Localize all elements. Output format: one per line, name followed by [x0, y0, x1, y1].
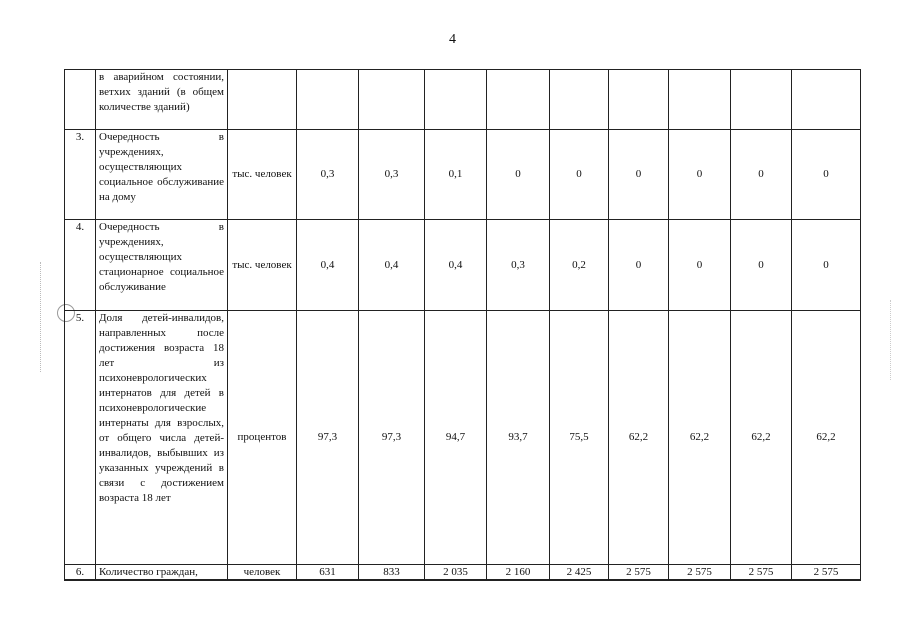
indicator-name: Количество граждан,: [96, 565, 228, 581]
value-cell: 0,4: [297, 220, 359, 311]
value-cell: 0,1: [425, 130, 487, 220]
value-cell: 631: [297, 565, 359, 581]
value-cell: 2 160: [487, 565, 550, 581]
value-cell: 2 035: [425, 565, 487, 581]
value-cell: [669, 70, 731, 130]
value-cell: 62,2: [669, 311, 731, 565]
unit-cell: тыс. человек: [228, 130, 297, 220]
value-cell: 0: [731, 130, 792, 220]
table-row: [65, 220, 861, 311]
unit-cell: [228, 70, 297, 130]
value-cell: [731, 70, 792, 130]
value-cell: 0: [792, 130, 861, 220]
indicators-table: [64, 69, 861, 581]
row-number: 5.: [65, 311, 96, 565]
value-cell: 0: [550, 130, 609, 220]
table-row: [65, 311, 861, 565]
value-cell: 93,7: [487, 311, 550, 565]
value-cell: 0: [609, 220, 669, 311]
table-row: [65, 70, 861, 130]
indicator-name: в аварийном состоянии, ветхих зданий (в общем количестве зданий): [96, 70, 228, 130]
value-cell: 2 575: [609, 565, 669, 581]
value-cell: 97,3: [359, 311, 425, 565]
value-cell: 0: [669, 130, 731, 220]
value-cell: 62,2: [731, 311, 792, 565]
value-cell: 0: [669, 220, 731, 311]
value-cell: 62,2: [792, 311, 861, 565]
indicator-name: Очередность в учреждениях, осуществляющих стационарное социальное обслуживание: [96, 220, 228, 311]
unit-cell: процентов: [228, 311, 297, 565]
value-cell: 2 575: [792, 565, 861, 581]
indicator-name: Очередность в учреждениях, осуществляющих социальное обслуживание на дому: [96, 130, 228, 220]
value-cell: [359, 70, 425, 130]
value-cell: [425, 70, 487, 130]
margin-marks-right: [890, 300, 895, 380]
value-cell: [609, 70, 669, 130]
value-cell: 0,3: [487, 220, 550, 311]
row-number: 3.: [65, 130, 96, 220]
page-number: 4: [449, 32, 456, 47]
value-cell: 833: [359, 565, 425, 581]
value-cell: 2 575: [731, 565, 792, 581]
value-cell: 0: [487, 130, 550, 220]
value-cell: 2 425: [550, 565, 609, 581]
value-cell: [297, 70, 359, 130]
value-cell: 0: [609, 130, 669, 220]
value-cell: 62,2: [609, 311, 669, 565]
table-row: [65, 130, 861, 220]
value-cell: [487, 70, 550, 130]
value-cell: 75,5: [550, 311, 609, 565]
margin-marks-left: [40, 262, 45, 372]
value-cell: 0,4: [425, 220, 487, 311]
value-cell: 0,3: [297, 130, 359, 220]
row-number: [65, 70, 96, 130]
value-cell: [550, 70, 609, 130]
value-cell: 97,3: [297, 311, 359, 565]
value-cell: 0: [731, 220, 792, 311]
table-row: [65, 565, 861, 581]
value-cell: 0: [792, 220, 861, 311]
unit-cell: человек: [228, 565, 297, 581]
value-cell: 0,4: [359, 220, 425, 311]
row-number: 6.: [65, 565, 96, 581]
indicator-name: Доля детей-инвалидов, направленных после достижения возраста 18 лет из психоневрологических интернатов для детей в психоневрологические интернаты для взрослых, от общего числа детей-инвалидов, выбывших из указанных учреждений в связи с достижением возраста 18 лет: [96, 311, 228, 565]
row-number: 4.: [65, 220, 96, 311]
value-cell: 0,2: [550, 220, 609, 311]
unit-cell: тыс. человек: [228, 220, 297, 311]
value-cell: 94,7: [425, 311, 487, 565]
value-cell: 0,3: [359, 130, 425, 220]
value-cell: 2 575: [669, 565, 731, 581]
value-cell: [792, 70, 861, 130]
